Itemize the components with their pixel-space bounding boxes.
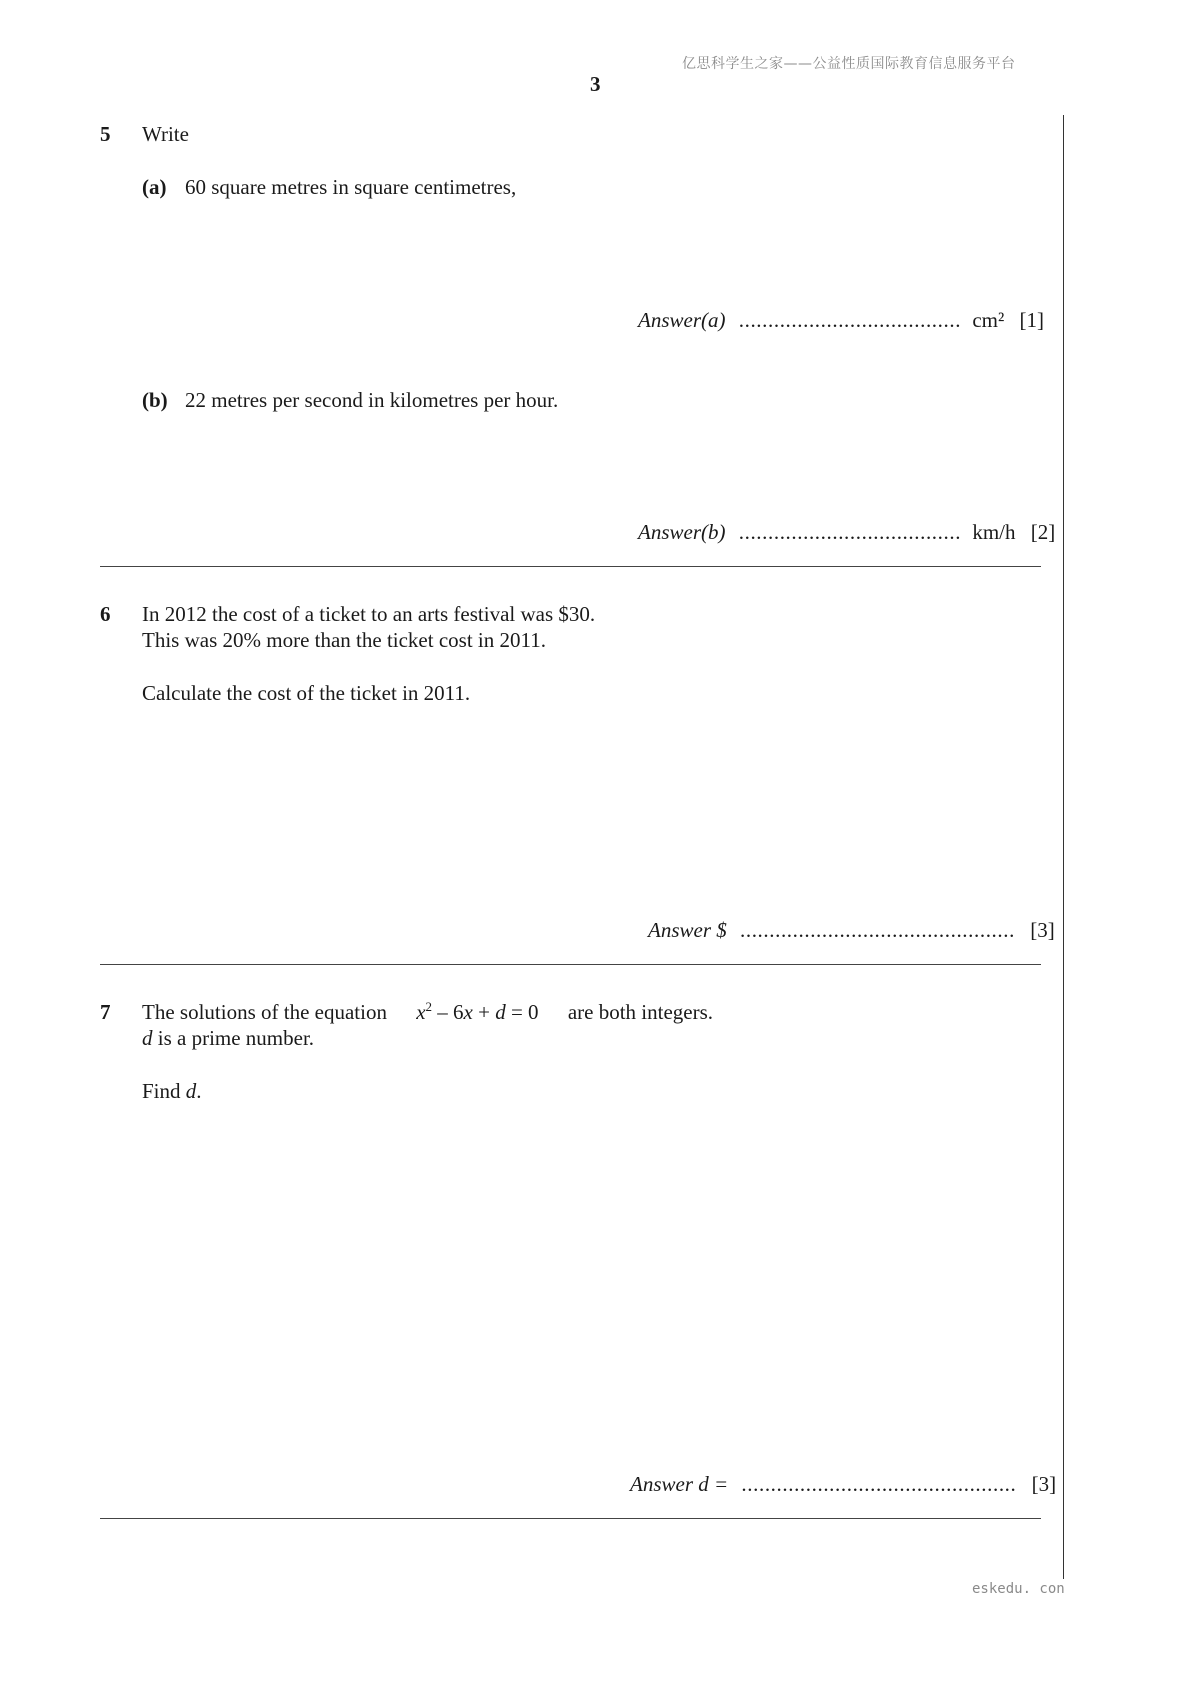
q7-find <box>142 1081 202 1102</box>
q7-find-word: Find <box>142 1079 181 1103</box>
q7-answer-label: Answer d = <box>630 1472 729 1496</box>
q5a-marks: [1] <box>1019 308 1045 332</box>
q7-line2-rest: is a prime number. <box>157 1026 315 1050</box>
q7-eq-d: d <box>495 1000 506 1024</box>
q5a-unit: cm² <box>972 308 1005 332</box>
q6-number: 6 <box>100 602 111 626</box>
q5a-label: (a) <box>142 175 167 199</box>
q7-eq-x: x <box>416 1000 426 1024</box>
q5-prompt: Write <box>142 122 189 146</box>
q7-answer-line[interactable] <box>630 1474 1056 1495</box>
q7-find-dot: . <box>196 1079 202 1103</box>
q6-marks: [3] <box>1030 918 1055 942</box>
divider-q7 <box>100 1518 1041 1519</box>
q7-outro: are both integers. <box>567 1000 714 1024</box>
divider-q6 <box>100 964 1041 965</box>
page-number: 3 <box>590 72 601 96</box>
q7-number: 7 <box>100 1000 111 1024</box>
q7-eq-plus: + <box>478 1000 490 1024</box>
q7-eq-mid: – 6 <box>437 1000 464 1024</box>
q7-answer-dots: ............................................... <box>741 1472 1017 1496</box>
q7-eq-x2: x <box>463 1000 473 1024</box>
margin-line <box>1063 115 1064 1579</box>
footer-site: eskedu. con <box>972 1581 1065 1597</box>
q5b-unit: km/h <box>972 520 1016 544</box>
q7-eq-end: = 0 <box>510 1000 539 1024</box>
q6-answer-label: Answer $ <box>648 918 727 942</box>
q5-number: 5 <box>100 122 111 146</box>
header-watermark: 亿思科学生之家——公益性质国际教育信息服务平台 <box>682 56 1016 72</box>
q6-answer-dots: ............................................... <box>740 918 1015 942</box>
q7-find-var: d <box>185 1079 197 1103</box>
q6-line1: In 2012 the cost of a ticket to an arts festival was $30. <box>142 602 596 626</box>
q5a-answer-dots: ...................................... <box>738 308 962 332</box>
q5b-marks: [2] <box>1030 520 1056 544</box>
q5a-text: 60 square metres in square centimetres, <box>185 175 517 199</box>
q5a-answer-line[interactable] <box>638 310 1044 331</box>
q7-line2 <box>142 1028 314 1049</box>
q7-eq-exp: 2 <box>425 999 433 1014</box>
q7-line1 <box>142 999 714 1024</box>
q5b-answer-label: Answer(b) <box>638 520 726 544</box>
q6-instruction: Calculate the cost of the ticket in 2011. <box>142 681 471 705</box>
q5b-answer-dots: ...................................... <box>738 520 962 544</box>
q7-line2-var: d <box>142 1026 153 1050</box>
q7-equation <box>416 1000 544 1024</box>
q7-marks: [3] <box>1031 1472 1057 1496</box>
q5b-answer-line[interactable] <box>638 522 1055 543</box>
q7-intro: The solutions of the equation <box>142 1000 387 1024</box>
q5b-label: (b) <box>142 388 168 412</box>
q6-answer-line[interactable] <box>648 920 1055 941</box>
q5a-answer-label: Answer(a) <box>638 308 726 332</box>
q5b-text: 22 metres per second in kilometres per hour. <box>185 388 559 412</box>
q6-line2: This was 20% more than the ticket cost in 2011. <box>142 628 546 652</box>
divider-q5 <box>100 566 1041 567</box>
